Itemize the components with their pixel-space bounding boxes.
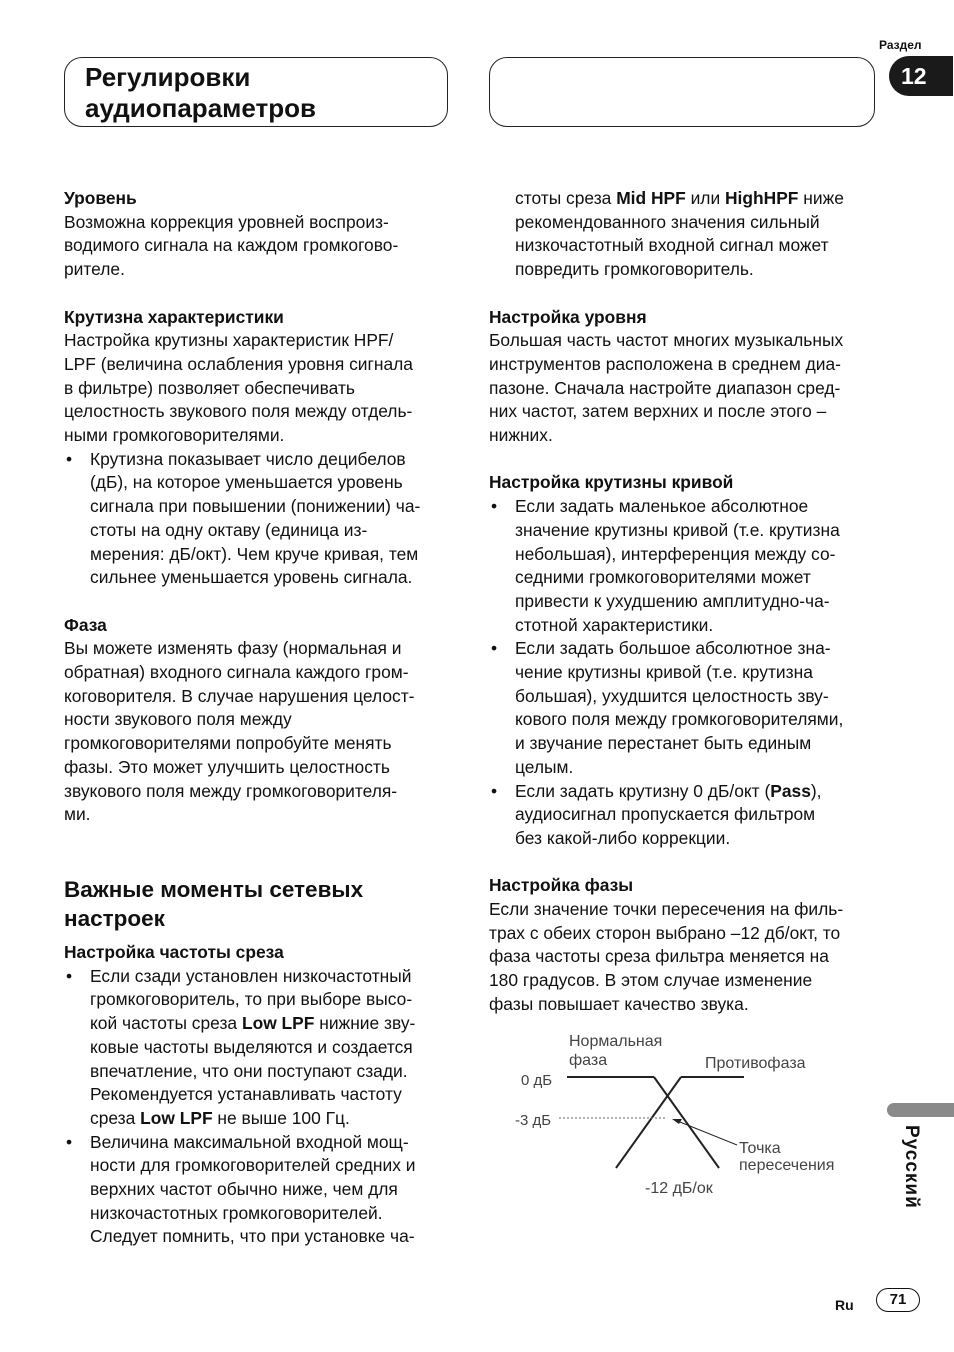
text-line: Возможна коррекция уровней воспроиз- [64,211,389,232]
text-line: • Величина максимальной входной мощ- [90,1131,409,1152]
normal-phase-label: фаза [569,1052,608,1069]
section-heading-phase-setup: Настройка фазы [489,875,634,896]
crosspoint-arrowhead [672,1119,682,1124]
text-line: ми. [64,804,91,825]
text-line: седними громкоговорителями может [515,567,811,588]
text-line [90,1012,454,1036]
text-line: целостность звукового поля между отдель- [64,401,413,422]
text-line: низкочастотных громкоговорителей. [90,1202,383,1223]
crosspoint-label: пересечения [739,1157,835,1174]
bullet-list [64,965,454,1249]
text-line [489,187,881,211]
setting-name: Mid HPF [616,188,686,208]
text-line: водимого сигнала на каждом громкогово- [64,235,399,256]
text-span: не выше 100 Гц. [212,1107,350,1128]
text-line: Рекомендуется устанавливать частоту [90,1084,402,1105]
text-line: ковые частоты выделяются и создается [90,1036,413,1057]
setting-name: HighHPF [725,188,799,208]
text-span: или [685,188,725,208]
text-span: кой частоты среза [90,1013,242,1034]
phase-diagram [489,1020,879,1205]
text-line: • Крутизна показывает число децибелов [90,448,406,469]
text-line: ности звукового поля между [64,709,292,730]
minus3-db-label: -3 дБ [515,1112,552,1129]
section-heading-crossover: Настройка частоты среза [64,942,284,962]
text-line: без какой-либо коррекции. [515,827,731,848]
slope-label: -12 дБ/ок [645,1180,713,1197]
text-line: стотной характеристики. [515,614,714,635]
section-heading-phase: Фаза [64,614,107,635]
setting-name: Low LPF [241,1013,315,1034]
text-line: ными громкоговорителями. [64,425,285,446]
text-line: стоты на одну октаву (единица из- [90,519,368,540]
text-line: небольшая), интерференция между со- [515,543,836,564]
zero-db-label: 0 дБ [521,1072,553,1089]
normal-phase-label: Нормальная [569,1033,663,1050]
text-line: чение крутизны кривой (т.е. крутизна [515,662,813,683]
setting-name: Low LPF [140,1107,213,1128]
text-line: Большая часть частот многих музыкальных [489,330,844,351]
right-column [489,187,881,1017]
text-line: впечатление, что они поступают сзади. [90,1060,408,1081]
text-line: обратная) входного сигнала каждого гром- [64,662,409,683]
page-title-line: Регулировки [85,62,251,92]
text-line: громкоговорителями попробуйте менять [64,733,392,754]
text-span: ниже [798,188,844,208]
text-line: 180 градусов. В этом случае изменение [489,970,813,991]
text-line: звукового поля между громкоговорителя- [64,780,398,801]
normal-phase-slope-line [654,1077,719,1168]
main-heading: Важные моменты сетевых [64,877,364,902]
text-line: пазоне. Сначала настройте диапазон сред- [489,377,841,398]
bullet-list [489,495,881,851]
bullet-item [64,448,454,590]
text-line: фазы. Это может улучшить целостность [64,756,390,777]
text-line: сигнала при повышении (понижении) ча- [90,496,421,517]
section-heading-level-setup: Настройка уровня [489,306,647,327]
left-column-lower [64,875,454,1249]
left-column [64,187,454,827]
text-line: ности для громкоговорителей средних и [90,1155,416,1176]
footer-lang-code: Ru [835,1297,854,1313]
text-line: Настройка крутизны характеристик HPF/ [64,330,394,351]
text-line: Вы можете изменять фазу (нормальная и [64,638,402,659]
text-line: большая), ухудшится целостность зву- [515,685,829,706]
bullet-item [64,965,454,1131]
text-line: громкоговоритель, то при выборе высо- [90,989,413,1010]
section-heading-level: Уровень [64,188,137,208]
bullet-list [64,448,454,590]
text-line: повредить громкоговоритель. [515,259,754,280]
text-line: (дБ), на которое уменьшается уровень [90,472,403,493]
text-line: LPF (величина ослабления уровня сигнала [64,353,413,374]
text-line: фазы повышает качество звука. [489,993,749,1014]
reverse-phase-slope-line [616,1077,681,1168]
text-line: низкочастотный входной сигнал может [515,235,829,256]
section-heading-slope: Крутизна характеристики [64,306,284,327]
text-line [515,780,881,804]
text-line: мерения: дБ/окт). Чем круче кривая, тем [90,543,419,564]
page-title [64,57,448,127]
header-empty-box [489,57,875,127]
text-span: стоты среза [515,188,617,208]
section-number-badge: 12 [889,56,953,96]
text-line: значение крутизны кривой (т.е. крутизна [515,519,840,540]
text-line: верхних частот обычно ниже, чем для [90,1179,398,1200]
text-line: • Если сзади установлен низкочастотный [90,965,412,986]
text-line: Следует помнить, что при установке ча- [90,1226,415,1247]
text-span: среза [90,1107,141,1128]
text-line: нижних. [489,425,553,446]
reverse-phase-label: Противофаза [705,1055,806,1072]
section-heading-slope-setup: Настройка крутизны кривой [489,472,734,493]
main-heading: настроек [64,906,165,931]
text-span: нижние зву- [314,1013,416,1034]
text-line: в фильтре) позволяет обеспечивать [64,377,355,398]
text-line: сильнее уменьшается уровень сигнала. [90,567,413,588]
text-span: Если задать крутизну 0 дБ/окт ( [515,780,771,801]
text-line: кового поля между громкоговорителями, [515,709,844,730]
text-line: аудиосигнал пропускается фильтром [515,804,816,825]
bullet-item [489,780,881,851]
text-line: • Если задать маленькое абсолютное [515,496,809,517]
page-number: 71 [876,1288,920,1312]
bullet-item [64,1131,454,1250]
text-line: и звучание перестанет быть единым [515,733,812,754]
page-title-line: аудиопараметров [85,93,316,123]
setting-name: Pass [770,780,811,801]
language-label: Русский [901,1125,922,1209]
text-line: инструментов расположена в среднем диа- [489,353,841,374]
language-tab [887,1103,954,1117]
text-line [90,1107,454,1131]
text-line: рекомендованного значения сильный [515,211,820,232]
text-line: трах с обеих сторон выбрано –12 дб/окт, то [489,922,841,943]
text-line: рителе. [64,259,125,280]
section-label: Раздел [879,38,922,52]
text-span: ), [810,780,822,801]
text-line: Если значение точки пересечения на филь- [489,899,844,920]
text-line: коговорителя. В случае нарушения целост- [64,685,415,706]
text-line: • Если задать большое абсолютное зна- [515,638,831,659]
bullet-item [489,637,881,779]
text-line: привести к ухудшению амплитудно-ча- [515,590,830,611]
text-line: фаза частоты среза фильтра меняется на [489,946,829,967]
crosspoint-pointer [675,1120,737,1145]
text-line: них частот, затем верхних и после этого – [489,401,827,422]
bullet-item [489,495,881,637]
text-line: целым. [515,756,574,777]
crosspoint-label: Точка [739,1140,781,1157]
